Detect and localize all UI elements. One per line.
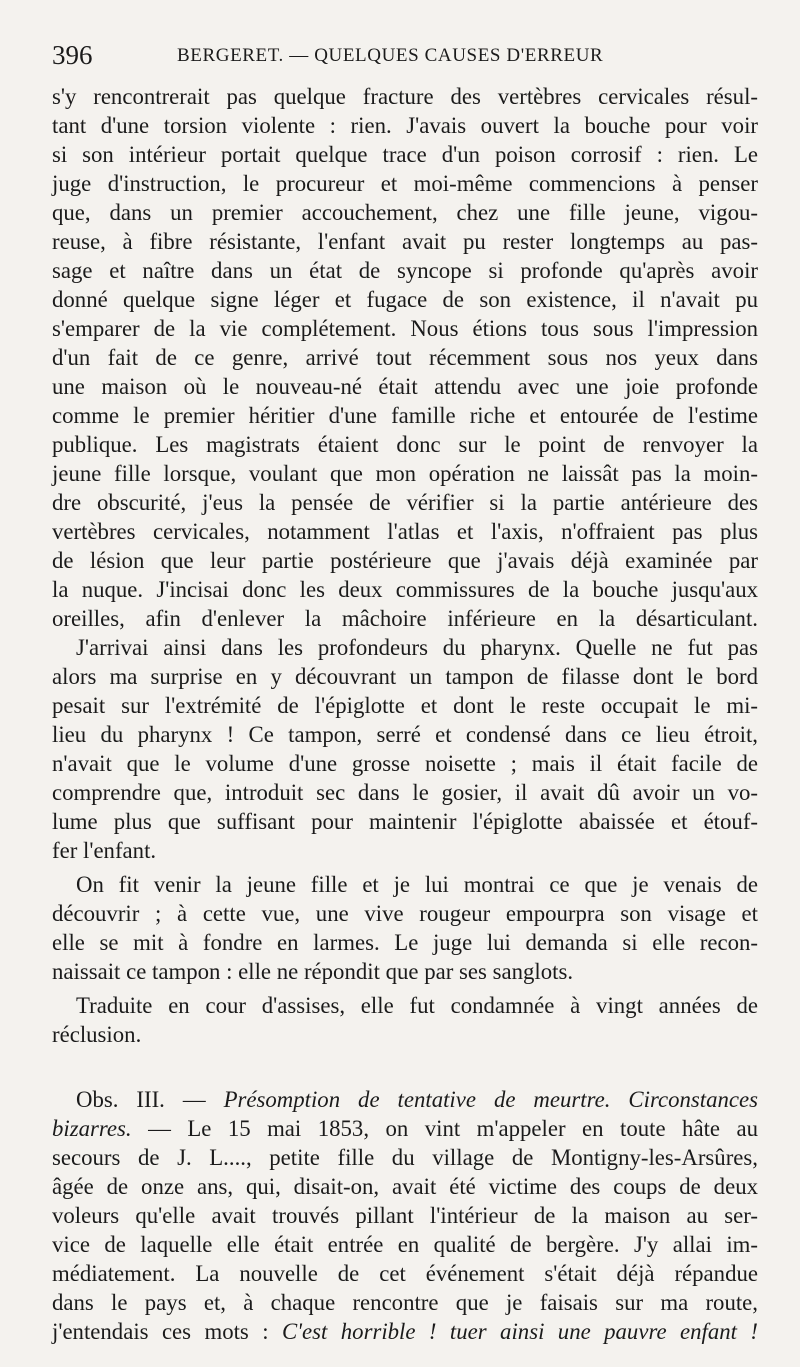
text-line: elle se mit à fondre en larmes. Le juge lui demanda si elle recon- — [52, 930, 758, 955]
text-line: Traduite en cour d'assises, elle fut condamnée à vingt années de — [76, 993, 758, 1018]
paragraph-3 — [52, 870, 758, 986]
text-line: découvrir ; à cette vue, une vive rougeur empourpra son visage et — [52, 901, 758, 926]
observation-heading-line — [52, 1085, 758, 1114]
text-line: la nuque. J'incisai donc les deux commissures de la bouche jusqu'aux — [52, 577, 758, 602]
text-line: j'entendais ces mots : C'est horrible ! tuer ainsi une pauvre enfant ! — [52, 1319, 758, 1344]
quoted-exclamation: C'est horrible ! tuer ainsi une pauvre enfant ! — [281, 1319, 758, 1344]
text-line: réclusion. — [52, 1022, 142, 1047]
text-line: une maison où le nouveau-né était attendu avec une joie profonde — [52, 374, 758, 399]
paragraph-2 — [52, 633, 758, 865]
text-line: vice de laquelle elle était entrée en qualité de bergère. J'y allai im- — [52, 1232, 758, 1257]
text-line: lume plus que suffisant pour maintenir l'épiglotte abaissée et étouf- — [52, 809, 758, 834]
text-line: âgée de onze ans, qui, disait-on, avait été victime des coups de deux — [52, 1174, 758, 1199]
text-line: reuse, à fibre résistante, l'enfant avait pu rester longtemps au pas- — [52, 229, 758, 254]
text-line: tant d'une torsion violente : rien. J'avais ouvert la bouche pour voir — [52, 113, 758, 138]
paragraph-1 — [52, 82, 758, 633]
text-line: s'y rencontrerait pas quelque fracture des vertèbres cervicales résul- — [52, 84, 758, 109]
text-line: juge d'instruction, le procureur et moi-même commencions à penser — [52, 171, 758, 196]
text-line: comme le premier héritier d'une famille riche et entourée de l'estime — [52, 403, 758, 428]
observation-label: Obs. III. — — [76, 1087, 206, 1112]
text-line: médiatement. La nouvelle de cet événement s'était déjà répandue — [52, 1261, 758, 1286]
text-line: voleurs qu'elle avait trouvés pillant l'intérieur de la maison au ser- — [52, 1203, 758, 1228]
text-line: donné quelque signe léger et fugace de son existence, il n'avait pu — [52, 287, 758, 312]
text-line: d'un fait de ce genre, arrivé tout récemment sous nos yeux dans — [52, 345, 758, 370]
observation-title-end: bizarres. — [52, 1116, 132, 1141]
text-line: naissait ce tampon : elle ne répondit que par ses sanglots. — [52, 959, 574, 984]
text-line: secours de J. L...., petite fille du village de Montigny-les-Arsûres, — [52, 1145, 758, 1170]
text-line: vertèbres cervicales, notamment l'atlas et l'axis, n'offraient pas plus — [52, 519, 758, 544]
text-line: jeune fille lorsque, voulant que mon opération ne laissât pas la moin- — [52, 461, 758, 486]
text-line: fer l'enfant. — [52, 838, 157, 863]
text-line: lieu du pharynx ! Ce tampon, serré et condensé dans ce lieu étroit, — [52, 722, 758, 747]
text-line: alors ma surprise en y découvrant un tampon de filasse dont le bord — [52, 664, 758, 689]
text-line: si son intérieur portait quelque trace d'un poison corrosif : rien. Le — [52, 142, 758, 167]
text-line: On fit venir la jeune fille et je lui montrai ce que je venais de — [76, 872, 758, 897]
text-line: n'avait que le volume d'une grosse noisette ; mais il était facile de — [52, 751, 758, 776]
text-line: pesait sur l'extrémité de l'épiglotte et dont le reste occupait le mi- — [52, 693, 758, 718]
text-line: publique. Les magistrats étaient donc sur le point de renvoyer la — [52, 432, 758, 457]
text-line: sage et naître dans un état de syncope si profonde qu'après avoir — [52, 258, 758, 283]
observation-paragraph — [52, 1085, 758, 1346]
text-line: de lésion que leur partie postérieure que j'avais déjà examinée par — [52, 548, 758, 573]
text-line: dans le pays et, à chaque rencontre que je faisais sur ma route, — [52, 1290, 758, 1315]
text-line: J'arrivai ainsi dans les profondeurs du pharynx. Quelle ne fut pas — [76, 635, 758, 660]
page-header — [52, 40, 752, 76]
text-line: s'emparer de la vie complétement. Nous étions tous sous l'impression — [52, 316, 758, 341]
paragraph-4 — [52, 991, 758, 1049]
page-number: 396 — [52, 40, 93, 70]
running-head: BERGERET. — QUELQUES CAUSES D'ERREUR — [177, 45, 604, 66]
observation-title: Présomption de tentative de meurtre. Circonstances — [223, 1087, 758, 1112]
text-line: oreilles, afin d'enlever la mâchoire inférieure en la désarticulant. — [52, 606, 758, 631]
body-text — [52, 82, 758, 1346]
text-line: que, dans un premier accouchement, chez une fille jeune, vigou- — [52, 200, 758, 225]
text-line: comprendre que, introduit sec dans le gosier, il avait dû avoir un vo- — [52, 780, 758, 805]
text-line: bizarres. — Le 15 mai 1853, on vint m'appeler en toute hâte au — [52, 1116, 758, 1141]
text-line: dre obscurité, j'eus la pensée de vérifier si la partie antérieure des — [52, 490, 758, 515]
